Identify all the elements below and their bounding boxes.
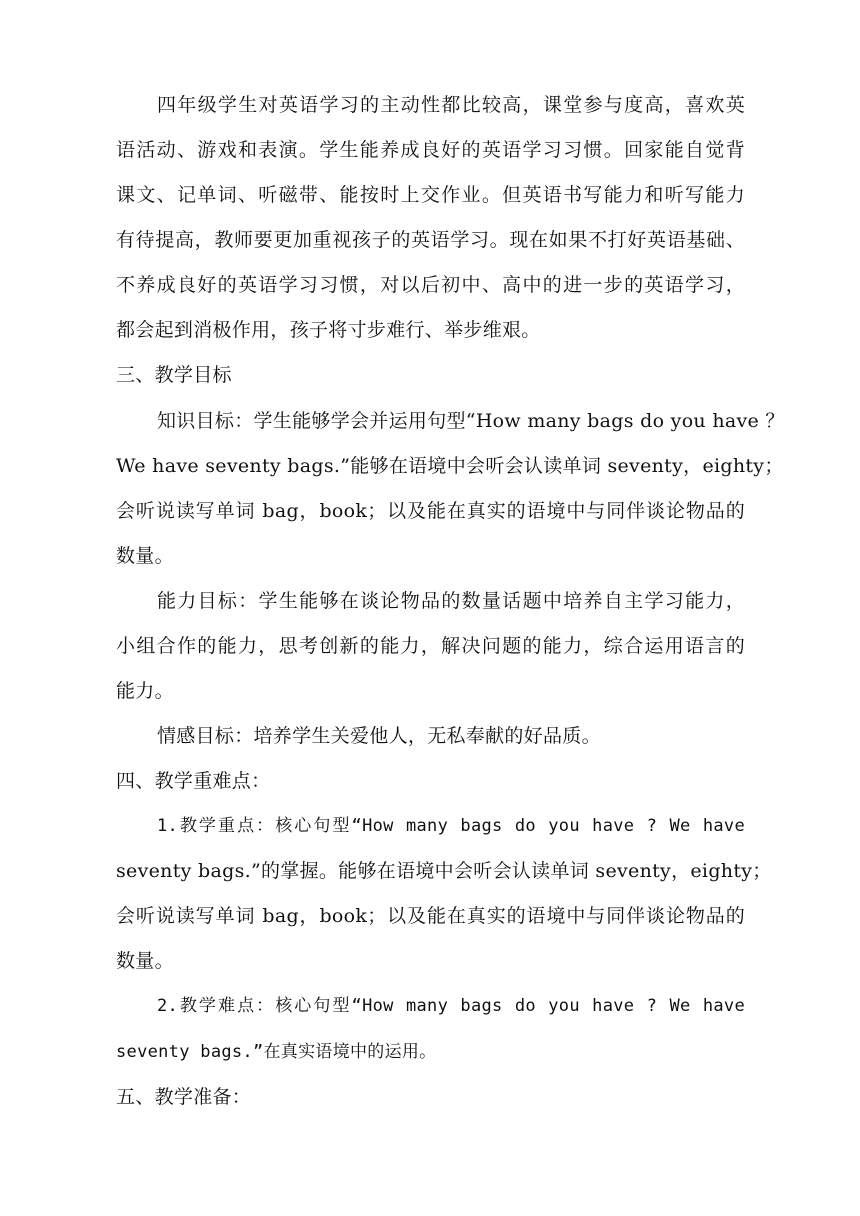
paragraph-line: 不养成良好的英语学习习惯，对以后初中、高中的进一步的英语学习，	[116, 274, 745, 296]
paragraph-line: 课文、记单词、听磁带、能按时上交作业。但英语书写能力和听写能力	[116, 184, 745, 206]
paragraph-line: 能力目标：学生能够在谈论物品的数量话题中培养自主学习能力，	[157, 590, 745, 612]
section-heading: 五、教学准备：	[116, 1086, 252, 1108]
section-heading: 四、教学重难点：	[116, 770, 271, 792]
paragraph-line: 2.教学难点：核心句型“How many bags do you have ? We have	[157, 996, 745, 1016]
paragraph-line: 都会起到消极作用，孩子将寸步难行、举步维艰。	[116, 319, 541, 341]
paragraph-line: 小组合作的能力，思考创新的能力，解决问题的能力，综合运用语言的	[116, 635, 745, 657]
paragraph-line: seventy bags.”的掌握。能够在语境中会听会认读单词 seventy，eighty；	[116, 860, 772, 882]
paragraph-line: 1.教学重点：核心句型“How many bags do you have ? We have	[157, 816, 745, 836]
section-heading: 三、教学目标	[116, 364, 232, 386]
paragraph-line: 会听说读写单词 bag，book；以及能在真实的语境中与同伴谈论物品的	[116, 905, 745, 927]
paragraph-line: 会听说读写单词 bag，book；以及能在真实的语境中与同伴谈论物品的	[116, 500, 745, 522]
paragraph-line: 数量。	[116, 950, 174, 972]
paragraph-line: 语活动、游戏和表演。学生能养成良好的英语学习习惯。回家能自觉背	[116, 139, 745, 161]
paragraph-line: 数量。	[116, 545, 174, 567]
paragraph-line: 知识目标：学生能够学会并运用句型“How many bags do you have ？	[157, 410, 785, 432]
paragraph-line: 情感目标：培养学生关爱他人，无私奉献的好品质。	[157, 725, 601, 747]
paragraph-line: We have seventy bags.”能够在语境中会听会认读单词 seventy，eighty；	[116, 455, 784, 477]
paragraph-line: 四年级学生对英语学习的主动性都比较高，课堂参与度高，喜欢英	[157, 94, 745, 116]
paragraph-line: 有待提高，教师要更加重视孩子的英语学习。现在如果不打好英语基础、	[116, 229, 745, 251]
paragraph-line: 能力。	[116, 680, 174, 702]
paragraph-line: seventy bags.”在真实语境中的运用。	[116, 1042, 437, 1062]
